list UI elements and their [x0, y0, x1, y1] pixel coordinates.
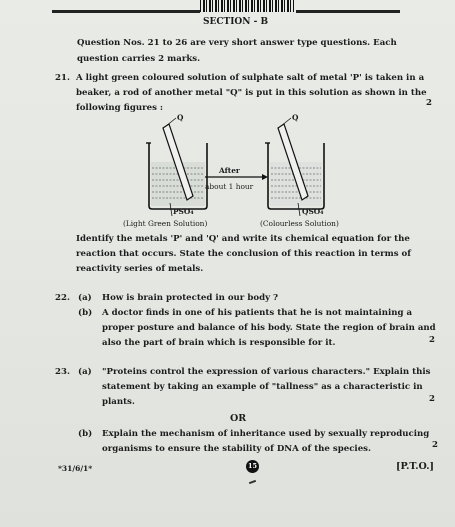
q21-line-2: beaker, a rod of another metal "Q" is put in this solution as shown in the — [76, 88, 427, 98]
q23a-line-1: "Proteins control the expression of various characters." Explain this — [102, 367, 431, 377]
footer-code: *31/6/1* — [58, 464, 93, 473]
page-number: 15 — [246, 460, 259, 473]
q23a-line-3: plants. — [102, 397, 135, 407]
solution-left: PSO₄ — [173, 207, 194, 216]
q23a-label: (a) — [78, 367, 92, 377]
time-label: about 1 hour — [205, 182, 254, 191]
rod-label-right: Q — [292, 113, 299, 122]
q22a-label: (a) — [78, 293, 92, 303]
q22b-label: (b) — [78, 308, 93, 318]
q21-number: 21. — [55, 73, 70, 83]
q22a-text: How is brain protected in our body ? — [102, 293, 279, 303]
q23a-marks: 2 — [429, 394, 435, 404]
or-label: OR — [230, 413, 247, 424]
q23-number: 23. — [55, 367, 70, 377]
q22-number: 22. — [55, 293, 70, 303]
q21-task-2: reaction that occurs. State the conclusion of this reaction in terms of — [76, 249, 411, 259]
section-title: SECTION - B — [203, 17, 269, 27]
solution-right: QSO₄ — [302, 207, 324, 216]
q21-line-1: A light green coloured solution of sulphate salt of metal 'P' is taken in a — [76, 73, 425, 83]
q23b-marks: 2 — [432, 440, 438, 450]
after-label: After — [219, 166, 240, 175]
q21-task-1: Identify the metals 'P' and 'Q' and write its chemical equation for the — [76, 234, 410, 244]
q22b-line-3: also the part of brain which is responsible for it. — [102, 338, 336, 348]
q23b-line-1: Explain the mechanism of inheritance used by sexually reproducing — [102, 429, 430, 439]
right-beaker — [265, 118, 324, 216]
q21-marks: 2 — [426, 98, 432, 108]
rod-label-left: Q — [177, 113, 184, 122]
q21-line-3: following figures : — [76, 103, 164, 113]
q23b-line-2: organisms to ensure the stability of DNA of the species. — [102, 444, 371, 454]
q22-marks: 2 — [429, 335, 435, 345]
q22b-line-2: proper posture and balance of his body. State the region of brain and — [102, 323, 436, 333]
instructions-line-1: Question Nos. 21 to 26 are very short answer type questions. Each — [77, 38, 397, 48]
q23a-line-2: statement by taking an example of "tallness" as a characteristic in — [102, 382, 423, 392]
instructions-line-2: question carries 2 marks. — [77, 54, 201, 64]
q22b-line-1: A doctor finds in one of his patients that he is not maintaining a — [102, 308, 413, 318]
caption-right: (Colourless Solution) — [260, 219, 339, 228]
caption-left: (Light Green Solution) — [123, 219, 208, 228]
q23b-label: (b) — [78, 429, 93, 439]
left-beaker — [146, 118, 207, 216]
q21-task-3: reactivity series of metals. — [76, 264, 204, 274]
pto-label: [P.T.O.] — [396, 461, 435, 472]
